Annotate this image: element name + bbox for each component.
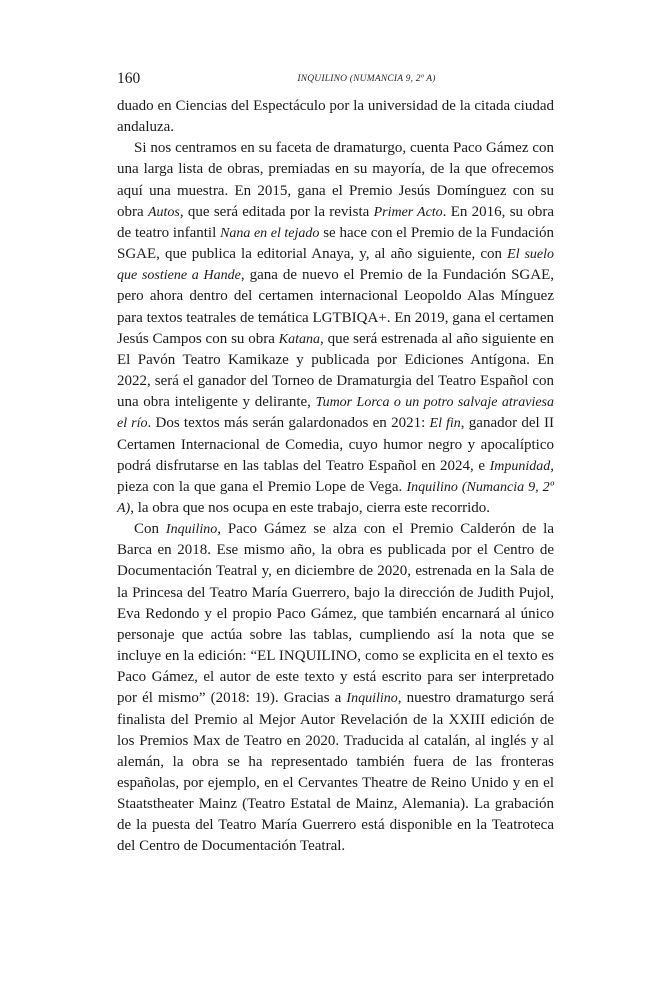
text-run: , pieza con la que gana el Premio Lope de Vega.: [117, 457, 554, 495]
paragraph-inquilino: [117, 519, 554, 858]
text-run: . En 2016, su obra de teatro infantil: [117, 203, 554, 241]
text-run: , que será estrenada al año siguiente en El Pavón Teatro Kamikaze y publicada por Ediciones Antígona. En 2022, será el ganador del Torneo de Dramaturgia del Teatro Español con una obra inteligente y delirante,: [117, 330, 554, 411]
italic-title: Autos: [147, 204, 180, 220]
text-run: duado en Ciencias del Espectáculo por la universidad de la citada ciudad andaluza.: [117, 98, 554, 136]
italic-title: Impunidad: [489, 458, 551, 474]
italic-title: Nana en el tejado: [220, 225, 320, 241]
text-run: Con: [134, 521, 166, 538]
italic-title: Primer Acto: [373, 204, 443, 220]
running-head: INQUILINO (NUMANCIA 9, 2º A): [297, 74, 436, 84]
page-header: [117, 68, 554, 90]
paragraph-dramaturgy: [117, 138, 554, 519]
page-number: 160: [117, 70, 141, 87]
text-run: , gana de nuevo el Premio de la Fundación SGAE, pero ahora dentro del certamen internacional Leopoldo Alas Mínguez para textos teatrales de temática LGTBIQA+. En 2019, gana el certamen Jesús Campos con su obra: [117, 267, 554, 347]
text-run: , que será editada por la revista: [179, 203, 374, 220]
text-run: . Dos textos más serán galardonados en 2021:: [147, 415, 430, 432]
text-run: se hace con el Premio de la Fundación SGAE, que publica la editorial Anaya, y, al año siguiente, con: [117, 224, 554, 263]
italic-title: El suelo que sostiene a Hande: [117, 247, 554, 284]
italic-title: Tumor Lorca o un potro salvaje atraviesa el río: [117, 395, 555, 432]
italic-title: Inquilino: [346, 691, 398, 707]
text-run: , la obra que nos ocupa en este trabajo, cierra este recorrido.: [130, 499, 491, 516]
text-run: , ganador del II Certamen Internacional de Comedia, cuyo humor negro y apocalíptico podrá disfrutarse en las tablas del Teatro Español en 2024, e: [117, 415, 554, 474]
text-run: , Paco Gámez se alza con el Premio Calderón de la Barca en 2018. Ese mismo año, la obra es publicada por el Centro de Documentación Teatral y, en diciembre de 2020, estrenada en la Sala de la Princesa del Teatro María Guerrero, bajo la dirección de Judith Pujol, Eva Redondo y el propio Paco Gámez, que también encarnará al único personaje que actúa sobre las tablas, cumpliendo así la nota que se incluye en la edición: “EL INQUILINO, como se explicita en el texto es Paco Gámez, el autor de este texto y está escrito para ser interpretado por él mismo” (2018: 19). Gracias a: [117, 521, 554, 707]
body-text: [117, 96, 554, 858]
paragraph-continued: [117, 96, 554, 138]
italic-title: Katana: [278, 331, 321, 347]
italic-title: Inquilino: [165, 522, 218, 538]
text-run: Si nos centramos en su faceta de dramaturgo, cuenta Paco Gámez con una larga lista de obras, premiadas en su mayoría, de la que ofrecemos aquí una muestra. En 2015, gana el Premio Jesús Domínguez con su obra: [117, 140, 554, 220]
italic-title: Inquilino (Numancia 9, 2º A): [117, 479, 554, 516]
italic-title: El fin: [429, 416, 461, 432]
text-run: , nuestro dramaturgo será finalista del Premio al Mejor Autor Revelación de la XXIII edición de los Premios Max de Teatro en 2020. Traducida al catalán, al inglés y al alemán, la obra se ha representado también fuera de las fronteras españolas, por ejemplo, en el Cervantes Theatre de Reino Unido y en el Staatstheater Mainz (Teatro Estatal de Mainz, Alemania). La grabación de la puesta del Teatro María Guerrero está disponible en la Teatroteca del Centro de Documentación Teatral.: [117, 690, 554, 855]
